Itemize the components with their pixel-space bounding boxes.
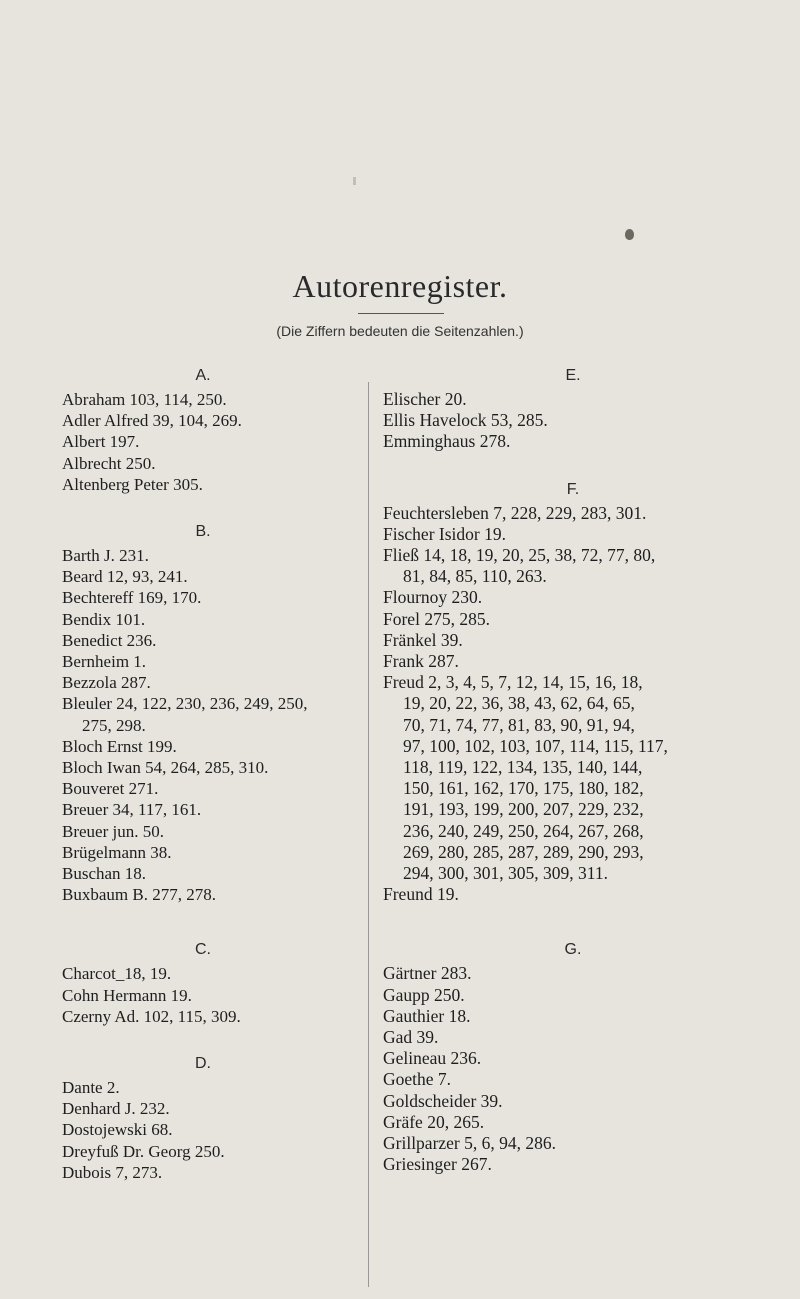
index-entry: Grillparzer 5, 6, 94, 286. <box>383 1133 557 1154</box>
index-entry: Bleuler 24, 122, 230, 236, 249, 250, <box>62 694 308 714</box>
index-entry: Beard 12, 93, 241. <box>62 567 188 587</box>
section-letter-a: A. <box>195 367 211 384</box>
index-entry: Gad 39. <box>383 1027 439 1048</box>
index-entry: Bechtereff 169, 170. <box>62 588 202 608</box>
index-entry: Bernheim 1. <box>62 652 147 672</box>
index-entry: Bezzola 287. <box>62 673 151 693</box>
index-entry-continuation: 70, 71, 74, 77, 81, 83, 90, 91, 94, <box>403 714 635 735</box>
index-entry: Barth J. 231. <box>62 546 149 566</box>
index-entry: Brügelmann 38. <box>62 842 172 862</box>
index-entry: Abraham 103, 114, 250. <box>62 390 227 409</box>
section-letter-c: C. <box>195 941 211 959</box>
index-entry: Bendix 101. <box>62 609 146 629</box>
index-entry-continuation: 118, 119, 122, 134, 135, 140, 144, <box>403 757 643 778</box>
index-entry: Fließ 14, 18, 19, 20, 25, 38, 72, 77, 80, <box>383 545 656 566</box>
index-entry: Flournoy 230. <box>383 587 483 608</box>
index-entry-continuation: 150, 161, 162, 170, 175, 180, 182, <box>403 778 644 799</box>
index-entry-continuation: 275, 298. <box>82 715 146 735</box>
index-entry: Freund 19. <box>383 884 459 905</box>
index-entry: Buxbaum B. 277, 278. <box>62 885 216 905</box>
index-entry: Albrecht 250. <box>62 453 156 473</box>
left-column <box>62 362 362 1183</box>
index-entry: Ellis Havelock 53, 285. <box>383 410 548 431</box>
section-letter-d: D. <box>195 1055 211 1073</box>
index-entry: Bouveret 271. <box>62 779 159 799</box>
index-entry: Feuchtersleben 7, 228, 229, 283, 301. <box>383 502 647 523</box>
index-entry: Breuer jun. 50. <box>62 821 164 841</box>
index-entry: Dostojewski 68. <box>62 1120 173 1140</box>
index-entry: Albert 197. <box>62 432 140 452</box>
index-entry: Gelineau 236. <box>383 1048 482 1069</box>
column-divider <box>368 382 369 1287</box>
index-entry: Griesinger 267. <box>383 1154 492 1175</box>
section-letter-e: E. <box>565 367 581 384</box>
right-column <box>383 362 788 1176</box>
index-entry-continuation: 19, 20, 22, 36, 38, 43, 62, 64, 65, <box>403 693 635 714</box>
index-entry: Gaupp 250. <box>383 984 465 1005</box>
index-entry: Fränkel 39. <box>383 629 463 650</box>
index-entry: Gräfe 20, 265. <box>383 1111 485 1132</box>
index-entry: Bloch Iwan 54, 264, 285, 310. <box>62 758 269 778</box>
index-entry: Fischer Isidor 19. <box>383 523 506 544</box>
index-entry-continuation: 191, 193, 199, 200, 207, 229, 232, <box>403 799 644 820</box>
index-entry: Denhard J. 232. <box>62 1099 170 1119</box>
page-title: Autorenregister. <box>292 268 508 304</box>
index-entry: Goldscheider 39. <box>383 1090 503 1111</box>
index-entry-continuation: 236, 240, 249, 250, 264, 267, 268, <box>403 820 644 841</box>
index-entry: Dante 2. <box>62 1078 120 1098</box>
index-entry: Czerny Ad. 102, 115, 309. <box>62 1006 241 1026</box>
index-entry: Benedict 236. <box>62 630 157 650</box>
index-entry: Gauthier 18. <box>383 1005 471 1026</box>
index-entry: Adler Alfred 39, 104, 269. <box>62 411 242 431</box>
index-entry-continuation: 269, 280, 285, 287, 289, 290, 293, <box>403 841 644 862</box>
title-rule <box>358 313 444 314</box>
index-entry: Elischer 20. <box>383 389 467 409</box>
index-entry: Bloch Ernst 199. <box>62 736 177 756</box>
index-entry: Emminghaus 278. <box>383 431 511 452</box>
ink-mark <box>353 177 356 185</box>
index-entry-continuation: 97, 100, 102, 103, 107, 114, 115, 117, <box>403 735 668 756</box>
index-entry: Dubois 7, 273. <box>62 1162 163 1182</box>
index-entry: Altenberg Peter 305. <box>62 474 203 494</box>
page-subtitle: (Die Ziffern bedeuten die Seitenzahlen.) <box>276 323 524 339</box>
section-letter-b: B. <box>195 523 211 541</box>
index-entry-continuation: 81, 84, 85, 110, 263. <box>403 566 547 587</box>
index-entry: Frank 287. <box>383 651 459 672</box>
section-letter-f: F. <box>566 480 580 498</box>
index-entry: Breuer 34, 117, 161. <box>62 800 202 820</box>
section-letter-g: G. <box>564 941 582 959</box>
index-entry: Forel 275, 285. <box>383 608 490 629</box>
index-entry: Buschan 18. <box>62 864 147 884</box>
ink-spot <box>625 229 634 240</box>
index-entry: Goethe 7. <box>383 1069 452 1090</box>
index-entry: Dreyfuß Dr. Georg 250. <box>62 1141 225 1161</box>
index-entry-continuation: 294, 300, 301, 305, 309, 311. <box>403 863 608 884</box>
index-entry: Charcot_18, 19. <box>62 964 172 984</box>
index-entry: Freud 2, 3, 4, 5, 7, 12, 14, 15, 16, 18, <box>383 672 643 693</box>
index-entry: Gärtner 283. <box>383 963 472 984</box>
index-entry: Cohn Hermann 19. <box>62 985 192 1005</box>
